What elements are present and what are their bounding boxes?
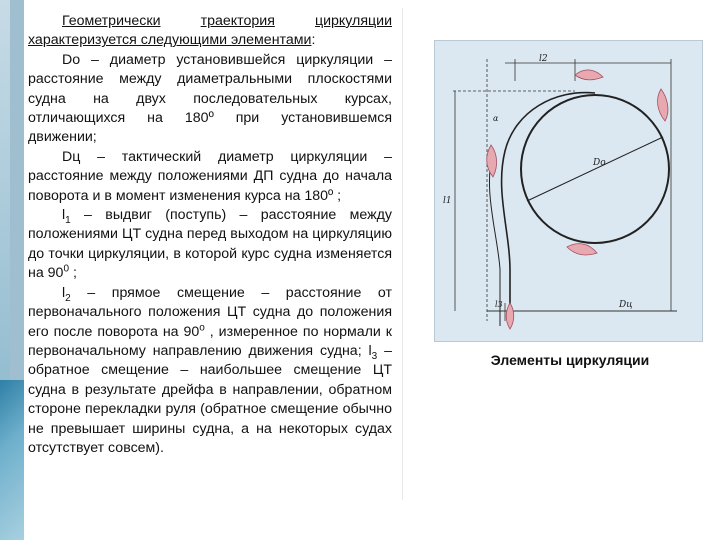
intro-word-4: характеризуется следующими элементами bbox=[28, 32, 312, 49]
text-panel bbox=[28, 8, 403, 500]
intro-word-1: Геометрически bbox=[62, 13, 161, 29]
l2-definition bbox=[28, 284, 392, 459]
intro-word-2: траектория bbox=[200, 13, 275, 29]
l1-definition bbox=[28, 206, 392, 284]
l2-text-continued: , измеренное по нормали к первоначальному направлению движения судна; l bbox=[28, 323, 392, 359]
dc-definition: Dц – тактический диаметр циркуляции – расстояние между положениями ДП судна до начала поворота и в момент изменения курса на 180º ; bbox=[28, 148, 392, 204]
intro-word-3: циркуляции bbox=[314, 13, 392, 29]
l1-text: – выдвиг (поступь) – расстояние между положениями ЦТ судна перед выходом на циркуляцию до точки циркуляции, в которой курс судна изменяется на 90 bbox=[28, 207, 392, 282]
label-alpha: α bbox=[493, 114, 499, 123]
l1-degree: 0 bbox=[63, 263, 70, 275]
label-l3: l3 bbox=[495, 300, 503, 309]
l2-text: – прямое смещение – расстояние от первоначального положения ЦТ судна до положения его после поворота на 90 bbox=[28, 284, 392, 340]
label-l2: l2 bbox=[539, 54, 548, 64]
decor-stripe-dark bbox=[0, 380, 24, 540]
intro-paragraph bbox=[28, 12, 392, 51]
l1-symbol: l bbox=[62, 207, 66, 224]
label-do: Do bbox=[593, 158, 606, 168]
intro-colon: : bbox=[311, 32, 316, 49]
definition-text bbox=[28, 12, 392, 458]
l3-subscript: 3 bbox=[371, 350, 378, 362]
diagram-caption: Элементы циркуляции bbox=[490, 352, 650, 368]
do-definition: Do – диаметр установившейся циркуляции – расстояние между диаметральными плоскостями судна на двух последовательных курсах, отличающихся на 180º при установившемся движении; bbox=[28, 51, 392, 146]
l2-subscript: 2 bbox=[65, 292, 71, 304]
l2-degree: о bbox=[199, 321, 205, 333]
label-l1: l1 bbox=[443, 196, 452, 206]
l3-text: – обратное смещение – наибольшее смещение ЦТ судна в результате дрейфа в направлении, обратном стороне перекладки руля (обратное смещение обычно не превышает ширины судна, а на некоторых судах отсутствует совсем). bbox=[28, 342, 392, 456]
l1-subscript: 1 bbox=[65, 214, 71, 226]
l1-end: ; bbox=[69, 265, 77, 282]
l2-symbol: l bbox=[62, 284, 66, 301]
label-dc: Dц bbox=[619, 300, 633, 310]
left-decor-band bbox=[0, 0, 24, 540]
circulation-diagram-svg bbox=[435, 41, 702, 341]
circulation-diagram bbox=[434, 40, 703, 342]
